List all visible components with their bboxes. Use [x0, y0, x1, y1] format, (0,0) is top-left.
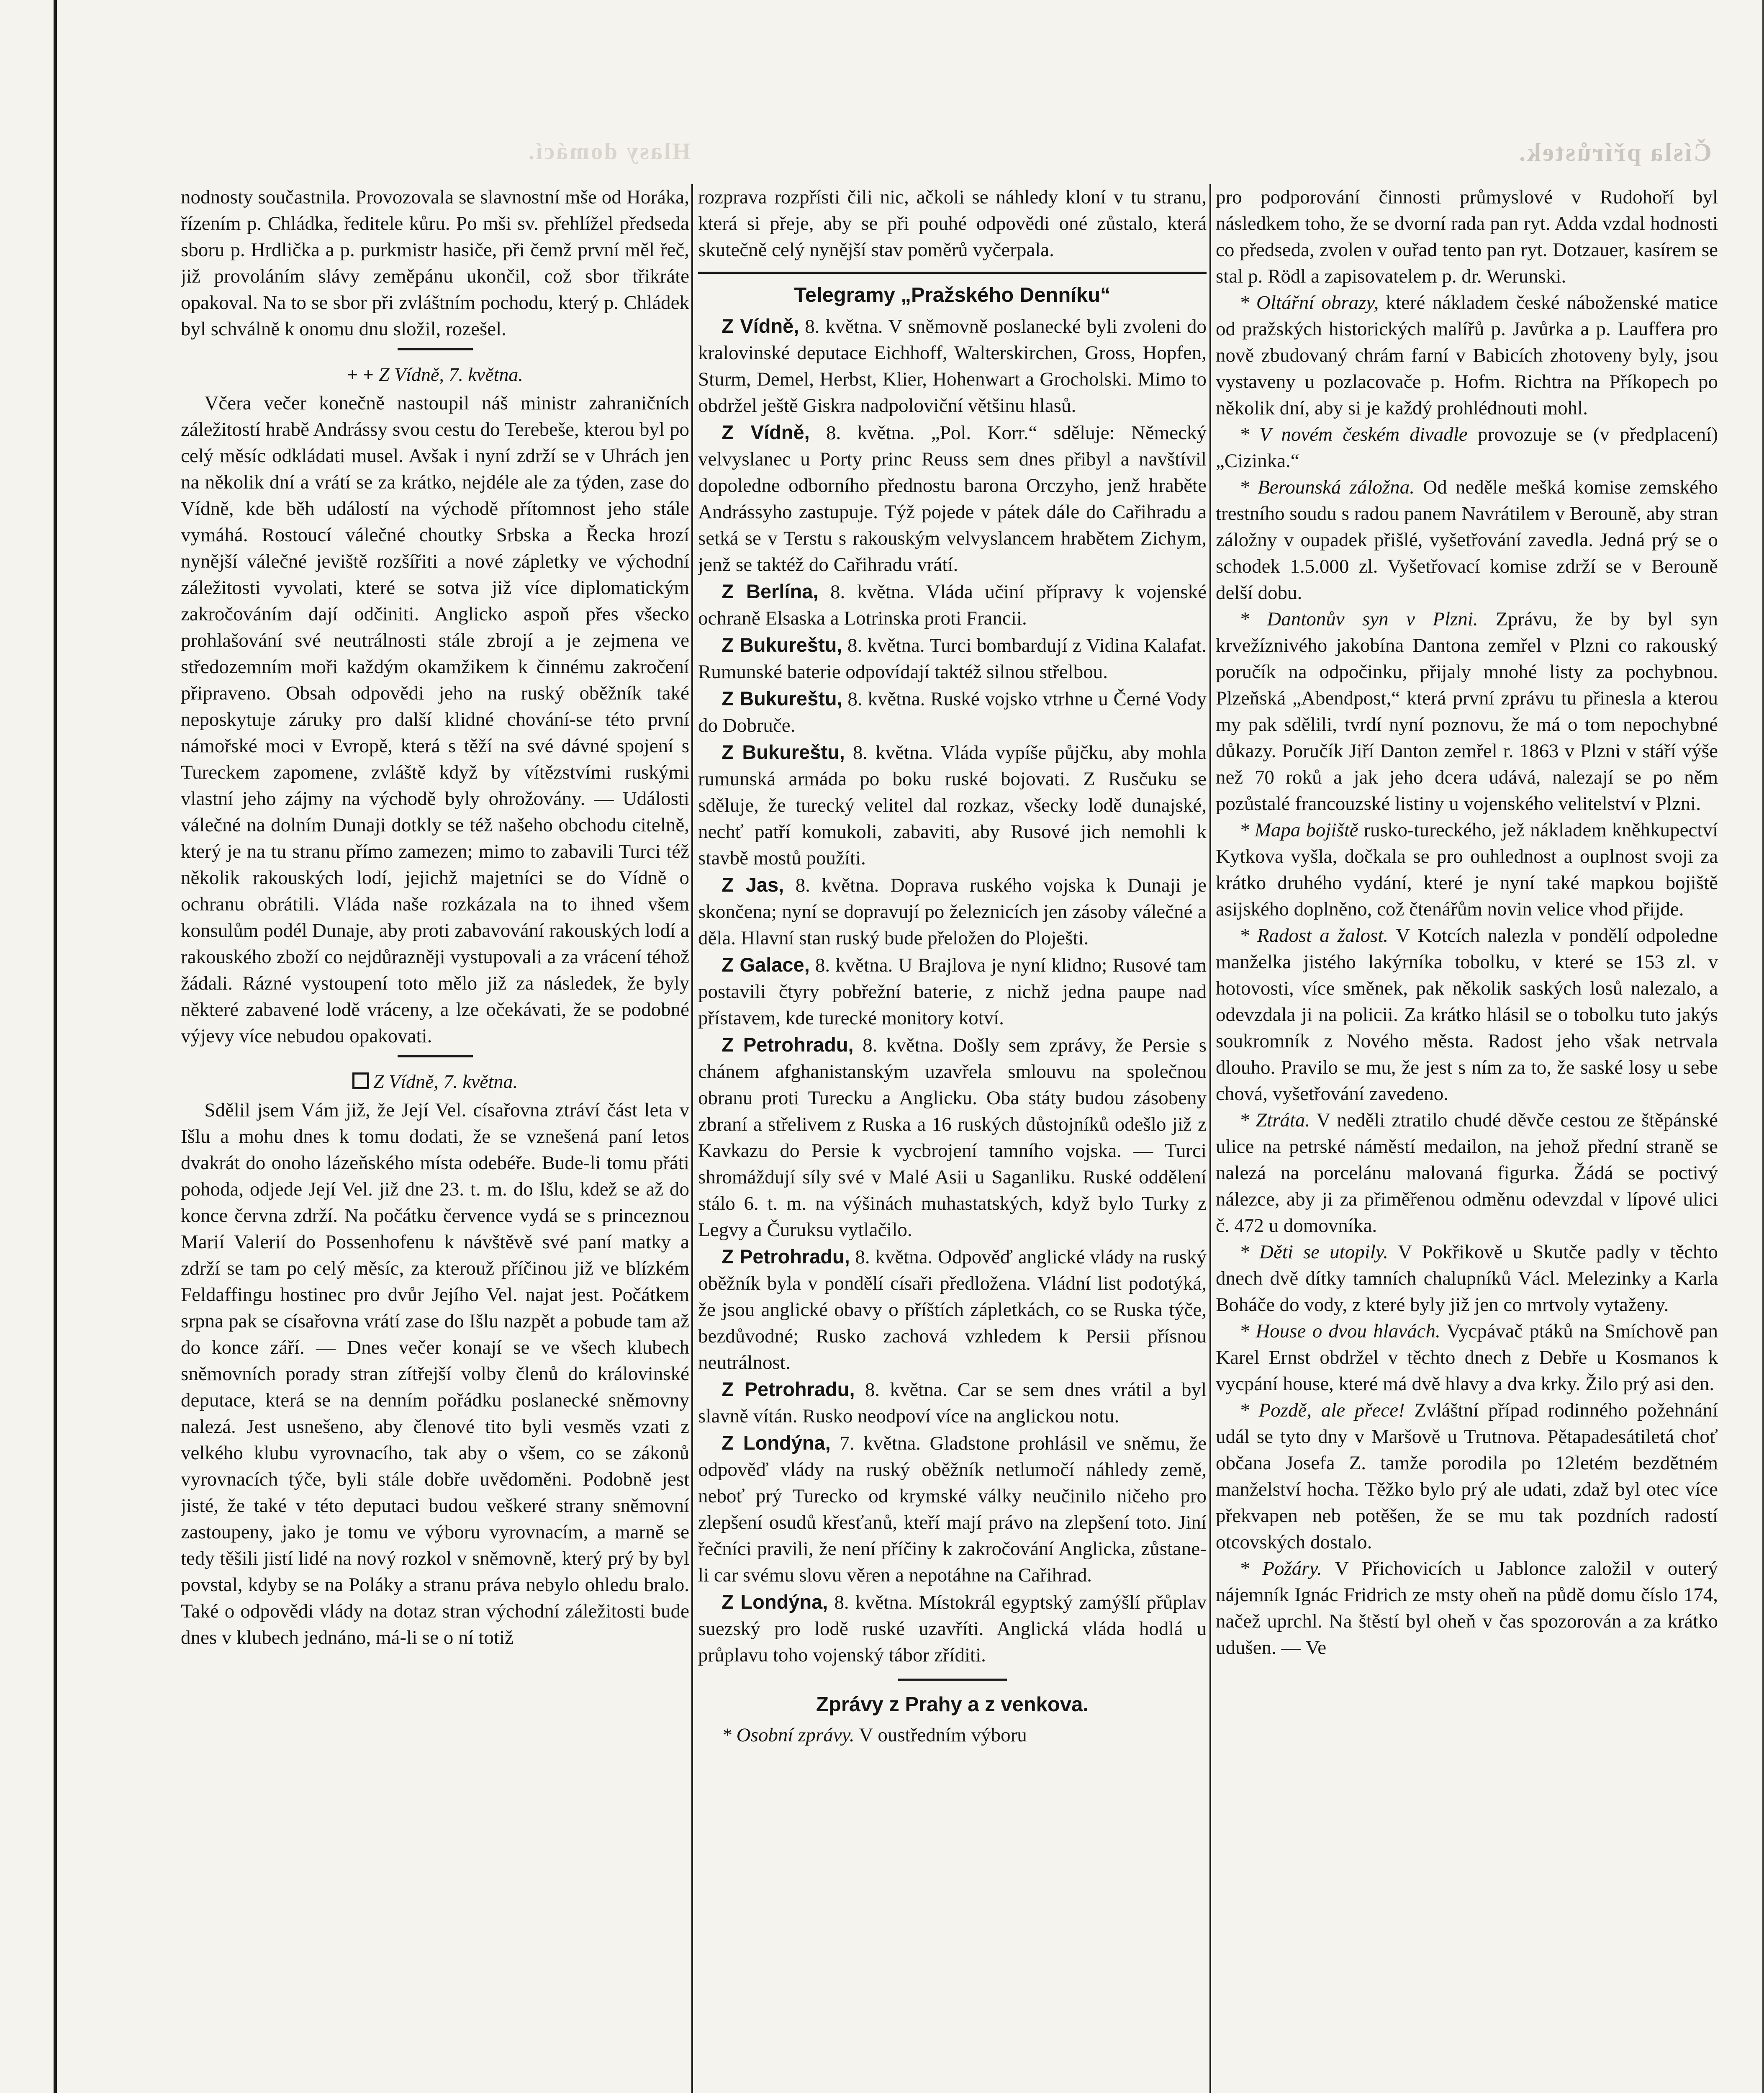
telegram-text: 8. května. U Brajlova je nyní klidno; Rusové tam postavili čtyry pobřežní baterie, z nichž jedna paupe nad přístavem, kde turecké monitory kotví. [698, 954, 1207, 1029]
telegram-city: Z Bukureštu, [722, 687, 842, 710]
telegram-item [698, 685, 1207, 739]
item-lead: * Ztráta. [1239, 1109, 1310, 1131]
news-item [1216, 1107, 1718, 1239]
square-mark-icon [352, 1072, 369, 1089]
column-1 [181, 184, 689, 2093]
telegram-text: 8. května. Místokrál egyptský zamýšlí přůplav suezský pro lodě ruské uzavříti. Anglická vláda hodlá u průplavu toho vojenský tábor zříditi. [698, 1592, 1207, 1666]
column-2 [698, 184, 1207, 2093]
col1-paragraph-2: Včera večer konečně nastoupil náš ministr zahraničních záležitostí hrabě Andrássy svou cestu do Terebeše, kterou byl po celý měsíc odkládati musel. Avšak i nyní zdrží se v Uhrách jen na několik dní a vrátí se za krátko, nejdéle ale za týden, zase do Vídně, kde běh událostí na východě přítomnost jeho stále vymáhá. Rostoucí válečné choutky Srbska a Řecka hrozí nynější válečné jeviště rozšířiti a nové zápletky ve východní záležitosti vyvolati, které se sotva již více diplomatickým zakročováním dají odčiniti. Anglicko aspoň přes všecko prohlašování své neutrálnosti stále zbrojí a je zejmena ve středozemním moři každým okamžikem k činnému zakročení připraveno. Obsah odpovědi jeho na ruský oběžník také neposkytuje záruky pro další klidné chování-se této první námořské moci v Evropě, která s těží na své dávné spojení s Tureckem zapomene, zvláště když by vítězstvími ruskými vlastní jeho zájmy na východě byly ohrožovány. — Události válečné na dolním Dunaji dotkly se též našeho obchodu citelně, který je na tu stranu přímo zamezen; mimo to zabavili Turci též několik rakouských lodí, jejichž majetníci se do Vídně o ochranu obrátili. Vláda naše rozkázala na to ihned všem konsulům podél Dunaje, aby proti zabavování rakouských lodí a rakouského zboží co nejdůrazněji vystupovali a za vrácení téhož žádali. Rázné vystoupení toto mělo již za následek, že byly některé zabavené lodě vráceny, a lze očekávati, že se podobné výjevy více nebudou opakovati. [181, 392, 689, 1047]
telegram-item [698, 951, 1207, 1031]
news-item [1216, 1556, 1718, 1661]
item-text: V oustředním výboru [859, 1724, 1027, 1746]
bleed-through-left: Hlasy domácí. [526, 139, 691, 165]
telegram-item [698, 739, 1207, 872]
bleed-through-right: Čísla přírůstek. [1517, 139, 1712, 166]
telegram-city: Z Jas, [722, 874, 784, 896]
telegram-city: Z Londýna, [722, 1432, 831, 1454]
dateline-text: Z Vídně, 7. května. [379, 364, 523, 385]
telegram-item [698, 1031, 1207, 1243]
item-text: Zvláštní případ rodinného požehnání udál se tyto dny v Maršově u Trutnova. Pětapadesátiletá choť občana Josefa Z. tamže porodila po 12letém bezdětném manželství hocha. Těžko bylo prý ale udati, zdaž byl otec více překvapen neb potěšen, že se mu tak pozdních radostí otcovských dostalo. [1216, 1399, 1718, 1553]
item-text: které nákladem české náboženské matice od pražských historických malířů p. Javůrka a p. Lauffera pro nově zbudovaný chrám farní v Babicích zhotoveny byly, jsou vystaveny u pozlacovače p. Hofm. Richtra na Příkopech po několik dní, aby si je každý prohlédnouti mohl. [1216, 292, 1718, 419]
divider [898, 1679, 1007, 1681]
item-text: V neděli ztratilo chudé děvče cestou ze štěpánské ulice na petrské náměstí medailon, na jehož přední straně se nalezá na porcelánu malovaná figurka. Žádá se poctivý nálezce, aby ji za přiměřenou odměnu odevzdal v lípové ulici č. 472 u domovníka. [1216, 1109, 1718, 1237]
telegram-city: Z Berlína, [722, 580, 819, 602]
telegram-text: 8. května. Došly sem zprávy, že Persie s chánem afghanistanským uzavřela smlouvu na společnou obranu proti Turecku a Anglicku. Oba státy budou zásobeny zbraní a střelivem z Ruska a 16 ruských důstojníků odešlo již z Kavkazu do Persie k vycbrojení tamního vojska. — Turci shromáždují síly své v Malé Asii u Saganliku. Ruské oddělení stálo 6. t. m. na výšinách muhastatských, když bylo Turky z Legvy a Čuruksu vytlačilo. [698, 1034, 1207, 1241]
page-edge-right [1762, 0, 1764, 2093]
telegram-item [698, 1243, 1207, 1376]
correspondent-mark-icon: + + [347, 364, 374, 385]
dateline-vienna-2 [181, 1068, 689, 1095]
telegram-text: 8. května. Odpověď anglické vlády na ruský oběžník byla v pondělí císaři předložena. Vládní list podotýká, že jsou anglické obavy o příštích zápletkách, co se Ruska týče, bezdůvodné; Rusko zachová vzhledem k Persii přísnou neutrálnost. [698, 1246, 1207, 1373]
item-lead: * Berounská záložna. [1239, 476, 1415, 498]
item-lead: * House o dvou hlavách. [1239, 1320, 1440, 1342]
column-3 [1216, 184, 1718, 2093]
item-text: V Přichovicích u Jablonce založil v outerý nájemník Ignác Fridrich ze msty oheň na půdě domu číslo 174, načež uprchl. Na štěstí byl oheň v čas spozorován a za krátko udušen. — Ve [1216, 1558, 1718, 1658]
telegram-item [698, 1589, 1207, 1669]
telegram-item [698, 872, 1207, 951]
divider [398, 1055, 473, 1057]
telegram-text: 8. května. V sněmovně poslanecké byli zvoleni do kralovinské deputace Eichhoff, Walterskirchen, Gross, Hopfen, Sturm, Demel, Herbst, Klier, Hohenwart a Grocholski. Mimo to obdržel ještě Giskra nadpoloviční většinu hlasů. [698, 316, 1207, 417]
item-lead: * Dantonův syn v Plzni. [1239, 608, 1478, 630]
item-lead: * Osobní zprávy. [722, 1724, 855, 1746]
news-item [1216, 1239, 1718, 1318]
dateline-text: Z Vídně, 7. května. [373, 1071, 518, 1092]
news-item [1216, 422, 1718, 474]
telegram-city: Z Galace, [722, 954, 810, 976]
page-edge-left [54, 0, 57, 2093]
item-lead: * Požáry. [1239, 1558, 1322, 1579]
col2-paragraph-1: rozprava rozpřísti čili nic, ačkoli se náhledy kloní v tu stranu, která si přeje, aby se při pouhé odpovědi oné zůstalo, která skutečně celý nynější stav poměrů vyčerpala. [698, 186, 1207, 261]
divider [398, 348, 473, 350]
telegram-text: 8. května. „Pol. Korr.“ sděluje: Německý velvyslanec u Porty princ Reuss sem dnes přibyl a navštívil dopoledne odborního přednostu barona Orczyho, jenž hraběte Andrássyho zastupuje. Týž pojede v pátek dále do Cařihradu a setká se v Terstu s rakouským velvyslancem hrabětem Zichym, jenž se taktéž do Cařihradu vrátí. [698, 422, 1207, 576]
item-text: rusko-tureckého, jež nákladem kněhkupectví Kytkova vyšla, dočkala se pro ouhlednost a ouplnost svoji za krátko druhého vydání, které je nyní také mapkou bojiště asijského doplněno, což čtenářům novin velice vhod přijde. [1216, 819, 1718, 920]
telegram-city: Z Vídně, [722, 421, 810, 443]
divider [698, 272, 1207, 274]
column-rule-1 [691, 184, 693, 2093]
telegrams-heading: Telegramy „Pražského Denníku“ [794, 284, 1111, 306]
telegram-item [698, 578, 1207, 632]
telegram-text: 8. května. Vláda učiní přípravy k vojenské ochraně Elsaska a Lotrinska proti Francii. [698, 581, 1207, 629]
telegram-item [698, 632, 1207, 685]
item-text: Vycpávač ptáků na Smíchově pan Karel Ernst obdržel v těchto dnech z Debře u Kosmanos k vycpání house, které má dvě hlavy a dva krky. Žilo prý asi den. [1216, 1320, 1718, 1395]
dateline-vienna-1 [181, 361, 689, 388]
item-lead: * Děti se utopily. [1239, 1241, 1388, 1263]
news-item [1216, 1318, 1718, 1397]
item-lead: * Radost a žalost. [1239, 925, 1389, 946]
item-text: V Kotcích nalezla v pondělí odpoledne manželka jistého lakýrníka tobolku, v které se 153 zl. v hotovosti, více směnek, pak několik saských losů nalezalo, a odevzdala ji na policii. Za krátko hlásil se o tobolku tuto jakýs soukromník z Nového města. Radost jeho však netrvala dlouho. Pravilo se mu, že jest s ním za to, že saské losy u sebe chová, vyšetřování zavedeno. [1216, 925, 1718, 1105]
item-text: provozuje se (v předplacení) „Cizinka.“ [1216, 424, 1718, 472]
telegram-city: Z Bukureštu, [722, 741, 845, 763]
col1-paragraph-1: nodnosty součastnila. Provozovala se slavnostní mše od Horáka, řízením p. Chládka, ředitele kůru. Po mši sv. přehlížel předseda sboru p. Hrdlička a p. purkmistr hasiče, při čemž první měl řeč, již provoláním slávy zeměpánu ukončil, což sbor třikráte opakoval. Na to se sbor při zvláštním pochodu, který p. Chládek byl schválně k onomu dnu složil, rozešel. [181, 186, 689, 340]
news-item [1216, 606, 1718, 817]
item-lead: * Oltářní obrazy, [1239, 292, 1379, 314]
telegram-text: 7. května. Gladstone prohlásil ve sněmu, že odpověď vlády na ruský oběžník netlumočí náhledy země, neboť prý Turecko od krymské války neučinilo ničeho pro zlepšení osudů křesťanů, kteří mají právo na zlepšení toto. Jiní řečníci pravili, že není příčiny k zakročování Anglicka, zůstane-li car svému slovu věren a nepotáhne na Cařihrad. [698, 1432, 1207, 1586]
telegram-city: Z Londýna, [722, 1591, 828, 1613]
news-item [1216, 817, 1718, 923]
item-lead: * Mapa bojiště [1239, 819, 1358, 841]
item-lead: * Pozdě, ale přece! [1239, 1399, 1405, 1421]
telegram-text: 8. května. Ruské vojsko vtrhne u Černé Vody do Dobruče. [698, 688, 1207, 736]
telegram-city: Z Bukureštu, [722, 634, 842, 656]
telegram-item [698, 1376, 1207, 1430]
col1-paragraph-3: Sdělil jsem Vám již, že Její Vel. císařovna ztráví část leta v Išlu a mohu dnes k tomu dodati, že se vznešená paní letos dvakrát do onoho lázeňského místa odebéře. Bude-li tomu přáti pohoda, odjede Její Vel. již dne 23. t. m. do Išlu, kdež se až do konce června zdrží. Na počátku července vydá se s princeznou Marií Valerií do Possenhofenu k návštěvě své paní matky a zdrží se tam po celý měsíc, za kterouž příčinou již ve blízkém Feldaffingu hostinec pro dvůr Jejího Vel. najat jest. Počátkem srpna pak se císařovna vrátí zase do Išlu nazpět a pobude tam až do konce září. — Dnes večer konají se ve všech klubech sněmovních porady stran zítřejší volby členů do královinské deputace, která se na denním pořádku poslanecké sněmovny nalezá. Jest usnešeno, aby členové tito byli vesměs vzati z velkého klubu vyrovnacího, tak aby o všem, co se zákonů vyrovnacích týče, byli stále dobře uvědoměni. Podobně jest jisté, že také v této deputaci budou veškeré strany sněmovní zastoupeny, jako je tomu ve výboru vyrovnacím, a marně se tedy těšili jistí lidé na nový rozkol v sněmovně, který prý by byl povstal, kdyby se na Poláky a stranu práva nebylo ohledu bralo. Také o odpovědi vlády na dotaz stran východní záležitosti bude dnes v klubech jednáno, má-li se o ní totiž [181, 1099, 689, 1648]
column-rule-2 [1209, 184, 1211, 2093]
telegram-text: 8. května. Doprava ruského vojska k Dunaji je skončena; nyní se dopravují po železnicích jen zásoby válečné a děla. Hlavní stan ruský bude přeložen do Ploješti. [698, 874, 1207, 949]
item-lead: * V novém českém divadle [1239, 424, 1468, 445]
news-item [1216, 474, 1718, 606]
telegram-city: Z Petrohradu, [722, 1034, 854, 1056]
news-item [1216, 1397, 1718, 1556]
telegram-text: 8. května. Vláda vypíše půjčku, aby mohla rumunská armáda po boku ruské bojovati. Z Rusčuku se sděluje, že turecký velitel dal rozkaz, všecky lodě dunajské, nechť patří komukoli, zabaviti, aby Rusové jich nemohli k stavbě mostů použíti. [698, 742, 1207, 869]
telegrams-list [698, 313, 1207, 1669]
col2-last-paragraph [698, 1722, 1207, 1748]
telegram-city: Z Vídně, [722, 315, 799, 337]
item-text: V Pokřikově u Skutče padly v těchto dnech dvě dítky tamních chalupníků Václ. Melezinky a Karla Boháče do vody, z které byly již jen co mrtvoly vytaženy. [1216, 1241, 1718, 1316]
telegram-city: Z Petrohradu, [722, 1245, 850, 1268]
telegram-item [698, 419, 1207, 578]
telegram-text: 8. května. Car se sem dnes vrátil a byl slavně vítán. Rusko neodpoví více na anglickou notu. [698, 1379, 1207, 1427]
item-text: Zprávu, že by byl syn krvežíznivého jakobína Dantona zemřel v Plzni co rakouský poručík na odpočinku, přijaly mnohé listy za pochybnou. Plzeňská „Abendpost,“ která první zprávu tu přinesla a kterou my pak sdělili, tvrdí nyní poznovu, že má o tom nepochybné důkazy. Poručík Jiří Danton zemřel r. 1863 v Plzni v stáří výše než 70 roků a jak jeho dcera udává, nalezají se po něm pozůstalé francouzské listiny u vojenského velitelství v Plzni. [1216, 608, 1718, 815]
news-item [1216, 923, 1718, 1107]
telegram-city: Z Petrohradu, [722, 1378, 855, 1400]
news-item [1216, 290, 1718, 422]
col3-paragraph-1: pro podporování činnosti průmyslové v Rudohoří byl následkem toho, že se dvorní rada pan ryt. Adda vzdal hodnosti co předseda, zvolen v ouřad tento pan ryt. Dotzauer, kasírem se stal p. Rödl a zapisovatelem p. dr. Werunski. [1216, 186, 1718, 287]
telegram-item [698, 1430, 1207, 1589]
telegram-item [698, 313, 1207, 419]
telegram-text: 8. května. Turci bombardují z Vidina Kalafat. Rumunské baterie odpovídají taktéž silnou střelbou. [698, 635, 1207, 683]
item-text: Od neděle mešká komise zemského trestního soudu s radou panem Navrátilem v Berouně, aby stran záložny v oupadek přišlé, vyšetřování zavedla. Jedná prý se o schodek 1.5.000 zl. Vyšetřovací komise zdrží se v Berouně delší dobu. [1216, 476, 1718, 604]
local-news-heading: Zprávy z Prahy a z venkova. [816, 1693, 1089, 1716]
